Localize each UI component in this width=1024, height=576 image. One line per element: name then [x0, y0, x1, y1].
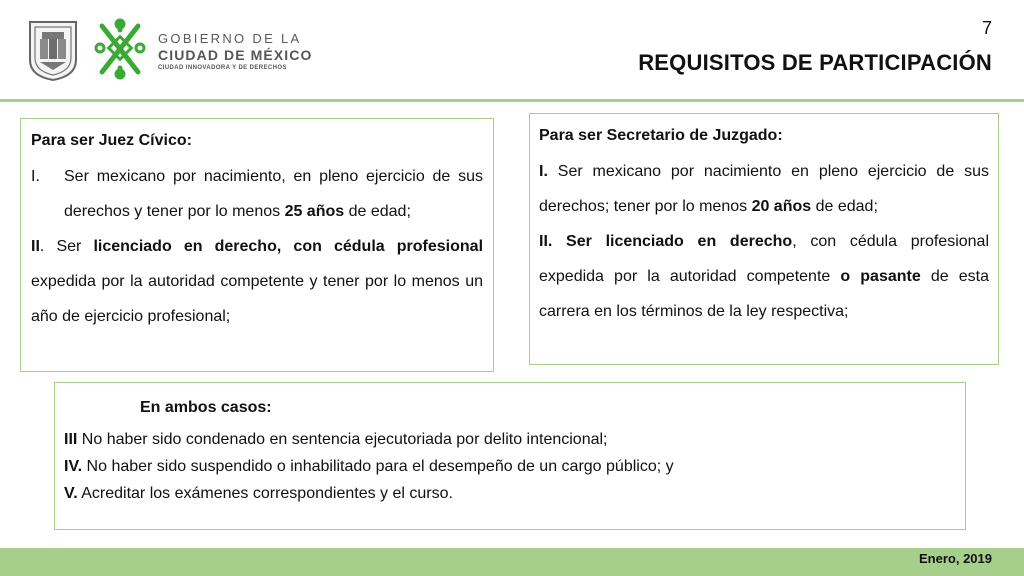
cdmx-coat-of-arms-icon — [28, 20, 78, 82]
logo-line-3: CIUDAD INNOVADORA Y DE DERECHOS — [158, 65, 287, 71]
secretario-requirement-2: II. Ser licenciado en derecho, con cédula profesional expedida por la autoridad competente o pasante de esta carrera en los términos de la ley respectiva; — [539, 233, 990, 320]
ambos-casos-box — [54, 382, 966, 530]
government-logo-text — [158, 32, 313, 72]
juez-item-1-text: Ser mexicano por nacimiento, en pleno ejercicio de sus derechos y tener por lo menos 25 años de edad; — [64, 168, 483, 220]
secretario-requirement-1: I. Ser mexicano por nacimiento en pleno ejercicio de sus derechos; tener por lo menos 20 años de edad; — [539, 163, 989, 215]
page-number: 7 — [981, 18, 992, 38]
footer-date: Enero, 2019 — [919, 551, 992, 566]
footer-bar — [0, 548, 1024, 576]
logo-line-1: GOBIERNO DE LA — [158, 31, 302, 46]
juez-item-1-number: I. — [31, 168, 40, 185]
header-divider — [0, 99, 1024, 102]
secretario-item-2-number: II. — [539, 233, 553, 250]
juez-item-2-number: II — [31, 238, 40, 255]
juez-civico-box — [20, 118, 494, 372]
ambos-requirement-4: IV. No haber sido suspendido o inhabilitado para el desempeño de un cargo público; y — [64, 458, 674, 475]
ambos-requirement-5: V. Acreditar los exámenes correspondientes y el curso. — [64, 485, 453, 502]
logo-line-2: CIUDAD DE MÉXICO — [158, 47, 313, 63]
juez-heading: Para ser Juez Cívico: — [31, 132, 192, 149]
secretario-heading: Para ser Secretario de Juzgado: — [539, 127, 783, 144]
page-title: REQUISITOS DE PARTICIPACIÓN — [638, 50, 992, 75]
ambos-requirement-3: III No haber sido condenado en sentencia ejecutoriada por delito intencional; — [64, 431, 608, 448]
ambos-heading: En ambos casos: — [140, 399, 272, 416]
government-logo-icon — [92, 16, 148, 82]
juez-requirement-1 — [31, 159, 483, 229]
header — [0, 0, 1024, 100]
secretario-item-1-number: I. — [539, 163, 548, 180]
secretario-juzgado-box — [529, 113, 999, 365]
juez-requirement-2: II. Ser licenciado en derecho, con cédula profesional expedida por la autoridad competente y tener por lo menos un año de ejercicio profesional; — [31, 238, 484, 325]
